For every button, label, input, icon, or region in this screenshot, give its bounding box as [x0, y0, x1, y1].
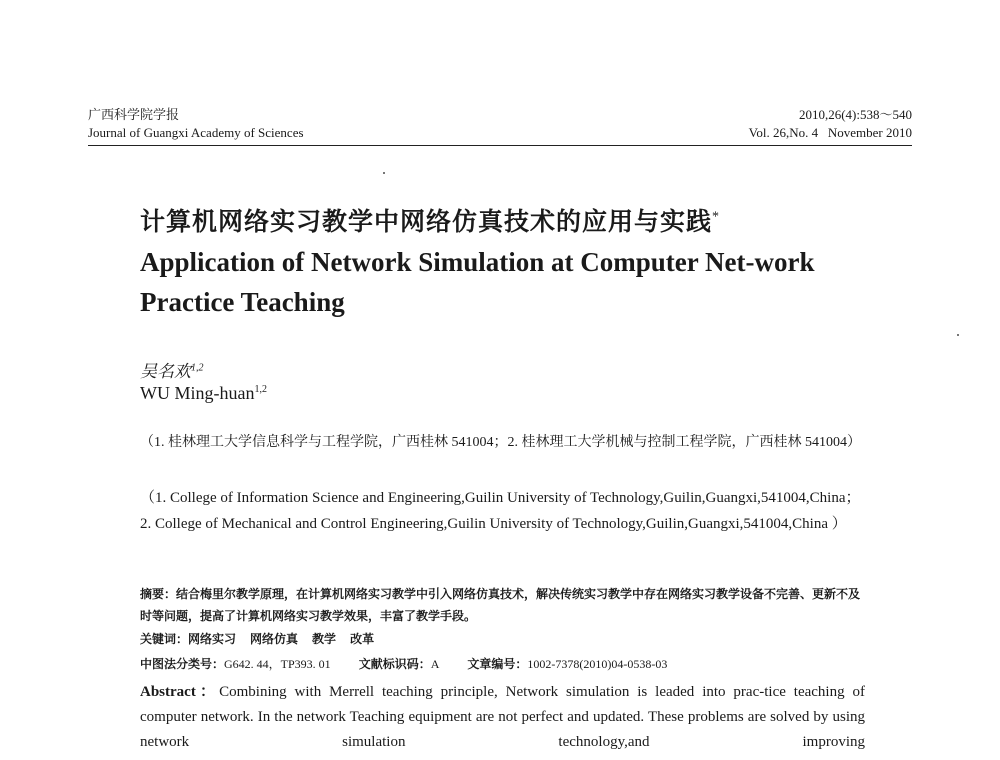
author-en-text: WU Ming-huan [140, 383, 255, 403]
title-cn-text: 计算机网络实习教学中网络仿真技术的应用与实践 [140, 209, 713, 236]
author-name-cn [140, 357, 204, 382]
keywords [140, 630, 374, 647]
journal-header-right [749, 106, 912, 142]
abstract-cn [140, 583, 865, 627]
author-name-en [140, 383, 267, 404]
journal-name-en: Journal of Guangxi Academy of Sciences [88, 125, 304, 140]
author-affil-marks: 1,2 [191, 362, 204, 374]
keyword-item: 网络仿真 [250, 632, 299, 646]
journal-name-cn: 广西科学院学报 [88, 107, 180, 122]
volume-info: Vol. 26,No. 4 November 2010 [748, 125, 912, 140]
abstract-en-label: Abstract： [140, 684, 220, 700]
keyword-item: 改革 [350, 632, 375, 646]
header-divider [88, 145, 912, 146]
affiliation-cn: （1. 桂林理工大学信息科学与工程学院，广西桂林 541004；2. 桂林理工大学机械与控制工程学院，广西桂林 541004） [140, 435, 861, 450]
scan-speck [383, 172, 385, 174]
abstract-cn-label: 摘要： [140, 587, 177, 601]
title-footnote-mark: * [712, 209, 721, 225]
clc-value: G642. 44，TP393. 01 [224, 657, 331, 671]
keyword-item: 教学 [312, 632, 337, 646]
author-affil-marks: 1,2 [254, 384, 267, 395]
classification-line [140, 655, 667, 672]
article-number-label: 文章编号： [467, 657, 528, 671]
keywords-label: 关键词： [140, 632, 189, 646]
citation-info: 2010,26(4):538～540 [798, 107, 912, 122]
affiliation-en: （1. College of Information Science and Engineering,Guilin University of Technology,Guilin,Guangxi,541004,China；2. College of Mechanical and Control Engineering,Guilin University of Technology,Guilin,Guangxi,541004,China ） [140, 490, 861, 532]
author-cn-text: 吴名欢 [140, 362, 191, 381]
paper-title-cn [140, 202, 720, 238]
doc-code-label: 文献标识码： [358, 657, 431, 671]
doc-code-value: A [430, 657, 440, 671]
article-number-value: 1002-7378(2010)04-0538-03 [527, 657, 668, 671]
abstract-en [140, 680, 865, 755]
clc-label: 中图法分类号： [140, 657, 225, 671]
abstract-cn-text: 结合梅里尔教学原理，在计算机网络实习教学中引入网络仿真技术，解决传统实习教学中存在网络实习教学设备不完善、更新不及时等问题，提高了计算机网络实习教学效果，丰富了教学手段。 [140, 587, 861, 623]
paper-title-en: Application of Network Simulation at Computer Net-work Practice Teaching [140, 247, 815, 317]
scan-speck [957, 334, 959, 336]
keyword-item: 网络实习 [188, 632, 237, 646]
abstract-en-text: Combining with Merrell teaching principle, Network simulation is leaded into prac-tice teaching of computer network. In the network Teaching equipment are not perfect and updated. These problems are solved by using network simulation technology,and improving [140, 684, 865, 750]
journal-header-left [88, 106, 304, 142]
